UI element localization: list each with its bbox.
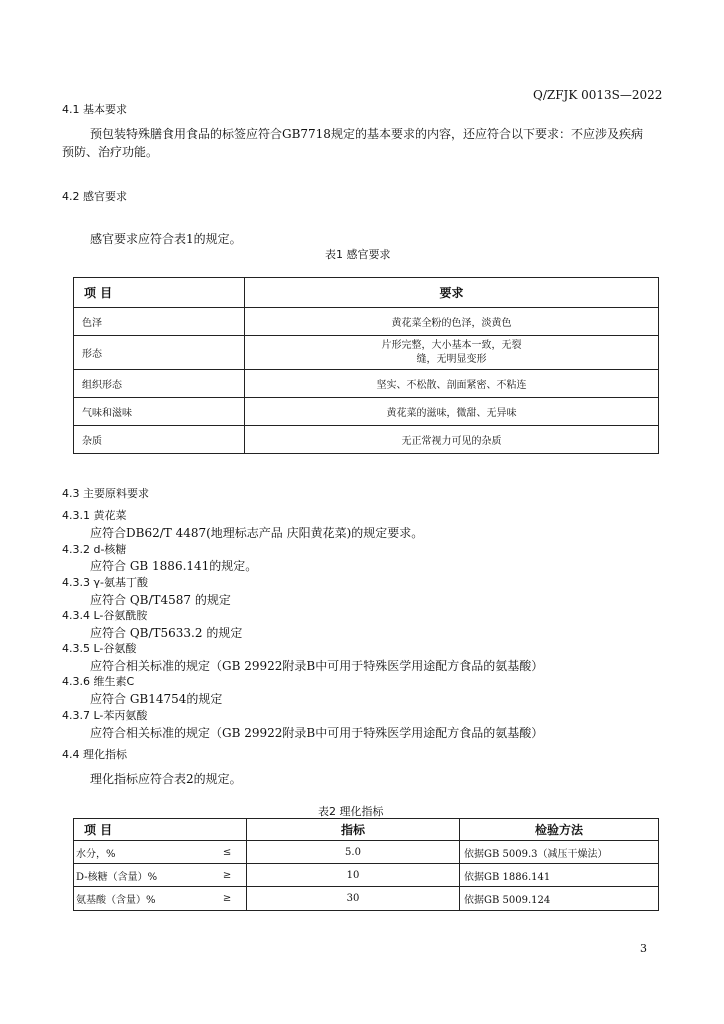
table-header-requirement: 要求 <box>245 278 659 308</box>
subsection-title: 4.3.7 L-苯丙氨酸 <box>62 709 148 722</box>
table-row <box>74 426 659 454</box>
row-value: 30 <box>247 887 460 911</box>
table-2-title: 表2 理化指标 <box>318 805 384 818</box>
subsection-body: 应符合相关标准的规定（GB 29922附录B中可用于特殊医学用途配方食品的氨基酸） <box>90 726 544 740</box>
subsection-body: 应符合DB62/T 4487(地理标志产品 庆阳黄花菜)的规定要求。 <box>90 526 424 540</box>
row-item: 色泽 <box>74 308 245 336</box>
physicochemical-table <box>73 818 659 911</box>
section-4-2-heading: 4.2 感官要求 <box>62 190 127 203</box>
table-header-row <box>74 278 659 308</box>
subsection-title: 4.3.6 维生素C <box>62 675 135 688</box>
row-item: 杂质 <box>74 426 245 454</box>
row-operator: ≤ <box>223 841 247 864</box>
table-header-method: 检验方法 <box>460 819 659 841</box>
table-1-title: 表1 感官要求 <box>325 248 391 261</box>
subsection-body: 应符合 GB 1886.141的规定。 <box>90 559 258 573</box>
row-requirement-line2: 缝，无明显变形 <box>416 353 487 365</box>
subsection-body: 应符合相关标准的规定（GB 29922附录B中可用于特殊医学用途配方食品的氨基酸） <box>90 659 544 673</box>
row-requirement: 黄花菜全粉的色泽，淡黄色 <box>245 308 659 336</box>
row-item: 形态 <box>74 336 245 370</box>
page-number: 3 <box>640 942 647 955</box>
table-header-item: 项 目 <box>74 819 247 841</box>
row-item: 氨基酸（含量）% <box>74 887 223 911</box>
row-requirement: 坚实、不松散、剖面紧密、不粘连 <box>245 370 659 398</box>
table-row <box>74 887 659 911</box>
row-item: 水分，% <box>74 841 223 864</box>
document-code: Q/ZFJK 0013S—2022 <box>533 88 663 102</box>
subsection-body: 应符合 QB/T4587 的规定 <box>90 593 231 607</box>
section-4-4-heading: 4.4 理化指标 <box>62 748 127 761</box>
table-row <box>74 370 659 398</box>
row-requirement: 黄花菜的滋味，微甜、无异味 <box>245 398 659 426</box>
row-item: 组织形态 <box>74 370 245 398</box>
table-row <box>74 841 659 864</box>
section-4-1-heading: 4.1 基本要求 <box>62 103 127 116</box>
row-value: 10 <box>247 864 460 887</box>
row-value: 5.0 <box>247 841 460 864</box>
table-row <box>74 308 659 336</box>
row-item: D-核糖（含量）% <box>74 864 223 887</box>
subsection-title: 4.3.5 L-谷氨酸 <box>62 642 137 655</box>
table-header-indicator: 指标 <box>247 819 460 841</box>
subsection-title: 4.3.2 d-核糖 <box>62 543 127 556</box>
subsection-title: 4.3.4 L-谷氨酰胺 <box>62 609 148 622</box>
row-item: 气味和滋味 <box>74 398 245 426</box>
subsection-body: 应符合 GB14754的规定 <box>90 692 223 706</box>
section-4-4-paragraph: 理化指标应符合表2的规定。 <box>90 772 242 786</box>
subsection-title: 4.3.1 黄花菜 <box>62 509 127 522</box>
row-operator: ≥ <box>223 887 247 911</box>
table-header-row <box>74 819 659 841</box>
row-requirement <box>245 336 659 370</box>
row-requirement: 无正常视力可见的杂质 <box>245 426 659 454</box>
section-4-1-paragraph-line1: 预包装特殊膳食用食品的标签应符合GB7718规定的基本要求的内容，还应符合以下要求：不应涉及疾病 <box>90 127 643 141</box>
sensory-table <box>73 277 659 454</box>
subsection-title: 4.3.3 γ-氨基丁酸 <box>62 576 148 589</box>
table-row <box>74 864 659 887</box>
subsection-body: 应符合 QB/T5633.2 的规定 <box>90 626 243 640</box>
section-4-2-paragraph: 感官要求应符合表1的规定。 <box>90 232 242 246</box>
row-method: 依据GB 5009.3（减压干燥法） <box>460 841 659 864</box>
table-header-item: 项 目 <box>74 278 245 308</box>
row-requirement-line1: 片形完整，大小基本一致，无裂 <box>381 339 522 351</box>
row-method: 依据GB 1886.141 <box>460 864 659 887</box>
section-4-3-heading: 4.3 主要原料要求 <box>62 487 149 500</box>
table-row <box>74 336 659 370</box>
table-row <box>74 398 659 426</box>
row-method: 依据GB 5009.124 <box>460 887 659 911</box>
section-4-1-paragraph-line2: 预防、治疗功能。 <box>62 145 159 159</box>
row-operator: ≥ <box>223 864 247 887</box>
